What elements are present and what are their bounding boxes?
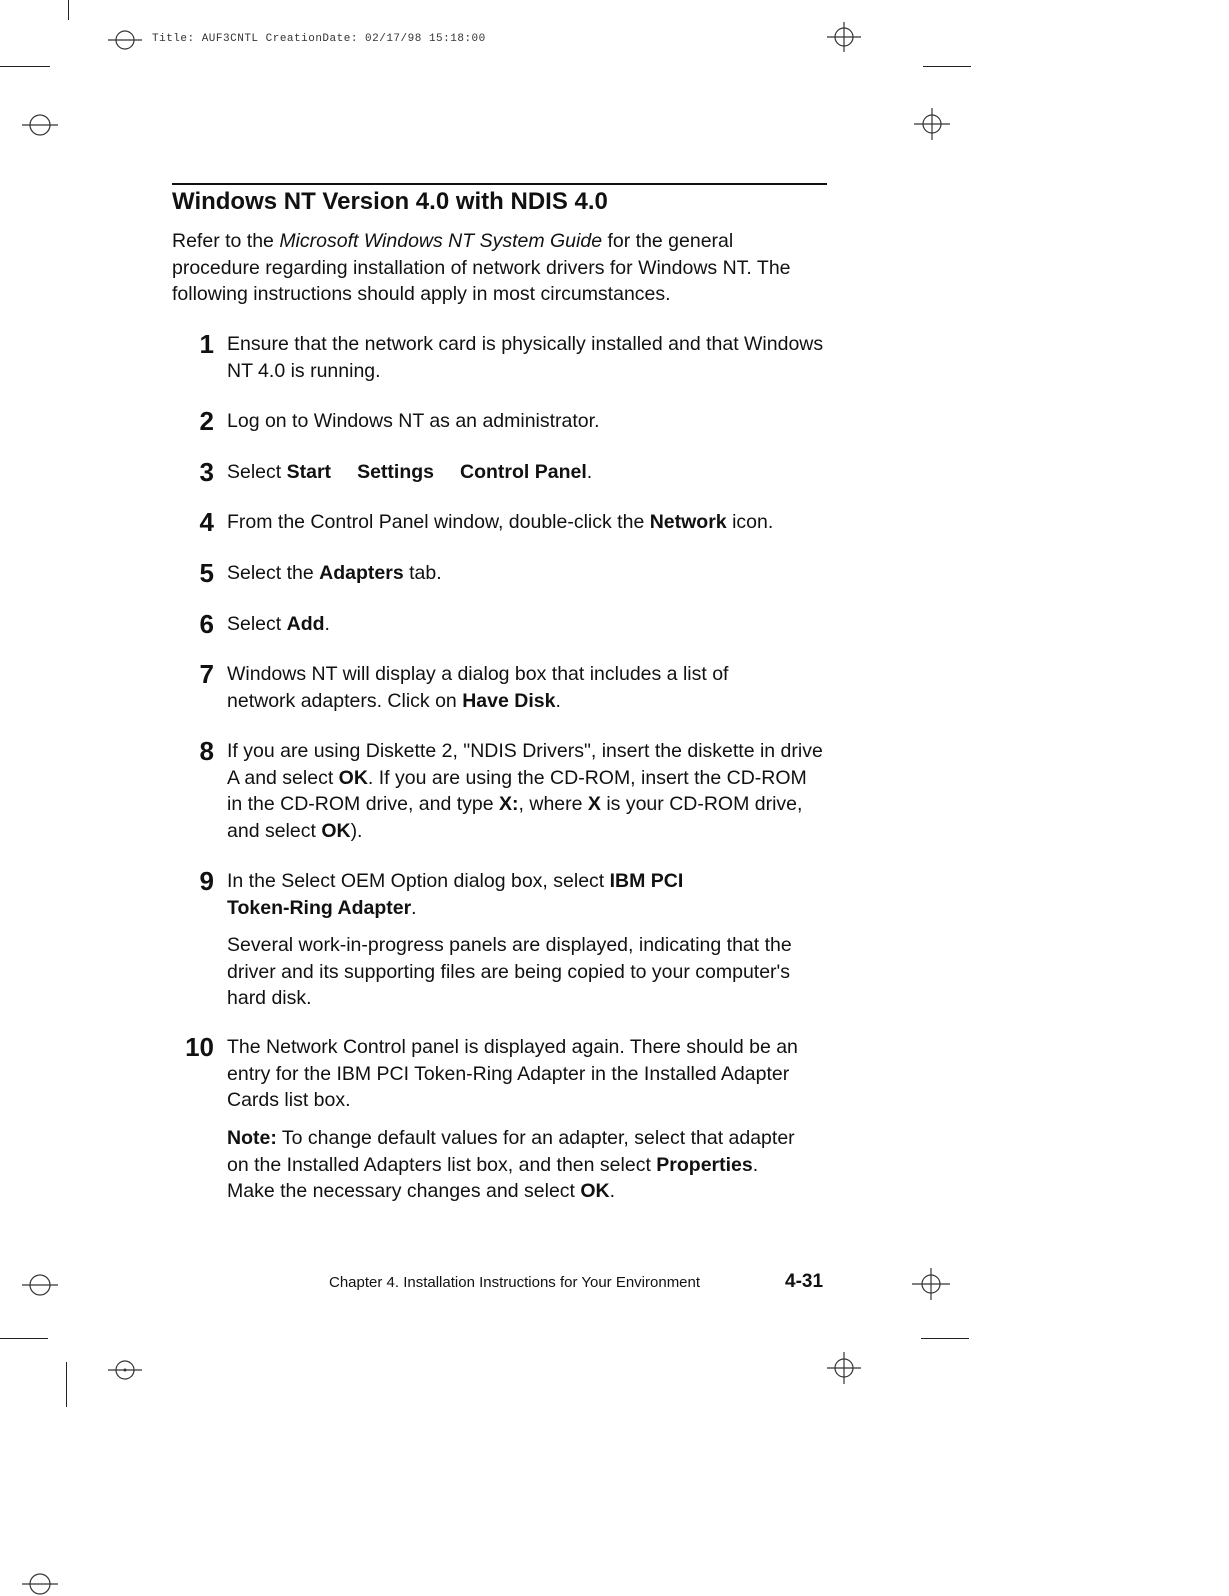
properties-label: Properties	[656, 1153, 753, 1176]
step-2-text: Log on to Windows NT as an administrator.	[227, 410, 600, 432]
drive-command: X:	[499, 793, 519, 815]
section-title: Windows NT Version 4.0 with NDIS 4.0	[172, 188, 608, 215]
note-text: .	[609, 1180, 616, 1202]
crop-mark	[921, 1338, 969, 1339]
step-number: 7	[199, 659, 214, 689]
step-text	[227, 560, 827, 587]
intro-paragraph	[172, 228, 822, 308]
crop-mark	[0, 66, 50, 67]
ok-label: OK	[338, 766, 368, 789]
registration-mark-icon	[22, 1572, 58, 1596]
drive-letter: X	[587, 793, 601, 815]
crop-mark	[923, 66, 971, 67]
step-text	[227, 331, 827, 384]
step-text	[227, 868, 747, 921]
step-8-text: . If you are using the CD-ROM, insert the CD-ROM in the CD-ROM drive, and type	[227, 766, 807, 815]
page-number: 4-31	[785, 1271, 824, 1292]
step-6-text: Select	[227, 613, 287, 635]
add-button-label: Add	[286, 613, 325, 635]
step-number: 4	[199, 507, 214, 537]
step-text	[227, 611, 827, 638]
step-3-text: .	[586, 461, 593, 483]
step-9-text: In the Select OEM Option dialog box, select	[227, 870, 610, 892]
step-7-text: Windows NT will display a dialog box that includes a list of network adapters. Click on	[227, 663, 729, 712]
network-icon-label: Network	[649, 511, 727, 533]
step-1-text: Ensure that the network card is physically installed and that Windows NT 4.0 is running.	[227, 333, 824, 382]
step-number: 1	[199, 329, 214, 359]
crop-mark	[66, 1362, 67, 1407]
note	[227, 1125, 797, 1205]
step-text	[227, 408, 827, 435]
registration-mark-icon	[914, 108, 950, 140]
step-4-text: From the Control Panel window, double-click the	[227, 511, 650, 533]
registration-mark-icon	[108, 28, 142, 52]
step-number: 9	[199, 866, 214, 896]
registration-mark-icon	[22, 113, 58, 137]
step-8-text: , where	[518, 793, 588, 815]
step-number: 3	[199, 457, 214, 487]
step-9-followup: Several work-in-progress panels are displayed, indicating that the driver and its supporting files are being copied to your computer's hard disk.	[227, 934, 792, 1009]
step-number: 8	[199, 736, 214, 766]
intro-text: Refer to the	[172, 230, 280, 252]
step-8-text: If you are using Diskette 2, "NDIS Drivers", insert the diskette in drive A and select	[227, 740, 823, 789]
step-9-text: .	[411, 896, 417, 919]
ok-label: OK	[580, 1180, 610, 1202]
print-header-meta: Title: AUF3CNTL CreationDate: 02/17/98 15:18:00	[152, 33, 486, 45]
step-4-text: icon.	[726, 511, 774, 533]
crop-mark	[0, 1338, 48, 1339]
step-text	[227, 509, 847, 536]
section-rule	[172, 183, 827, 185]
intro-text: for the general procedure regarding installation of network drivers for Windows NT. The following instructions should apply in most circumstances.	[172, 230, 791, 305]
adapter-name: IBM PCI Token-Ring Adapter	[227, 870, 684, 919]
guide-title: Microsoft Windows NT System Guide	[279, 230, 603, 252]
registration-mark-icon	[827, 22, 861, 52]
step-text	[227, 738, 827, 844]
note-label: Note:	[227, 1127, 277, 1149]
registration-mark-icon	[912, 1268, 950, 1300]
step-5-text: Select the	[227, 562, 320, 584]
step-8-text: is your CD-ROM drive, and select	[227, 793, 803, 842]
have-disk-label: Have Disk	[462, 689, 556, 712]
adapters-tab-label: Adapters	[319, 562, 404, 584]
step-number: 6	[199, 609, 214, 639]
step-number: 2	[199, 406, 214, 436]
registration-mark-icon	[108, 1358, 142, 1382]
registration-mark-icon	[827, 1352, 861, 1384]
menu-settings: Settings	[357, 461, 434, 483]
menu-start: Start	[286, 461, 332, 483]
registration-mark-icon	[22, 1272, 58, 1298]
note-text: To change default values for an adapter, select that adapter on the Installed Adapters list box, and then select	[227, 1127, 795, 1176]
step-number: 5	[199, 558, 214, 588]
step-8-text: ).	[350, 819, 363, 842]
step-text	[227, 459, 827, 486]
note-text: . Make the necessary changes and select	[227, 1153, 759, 1202]
crop-mark	[68, 0, 69, 20]
step-3-text: Select	[227, 461, 287, 483]
step-text: The Network Control panel is displayed again. There should be an entry for the IBM PCI Token-Ring Adapter in the Installed Adapter Cards list box.	[227, 1036, 798, 1111]
step-6-text: .	[324, 613, 330, 635]
menu-control-panel: Control Panel	[460, 461, 587, 483]
step-text	[227, 661, 802, 714]
ok-label: OK	[321, 819, 351, 842]
footer-chapter: Chapter 4. Installation Instructions for Your Environment	[329, 1274, 701, 1291]
step-7-text: .	[555, 689, 561, 712]
step-number: 10	[185, 1032, 214, 1062]
step-5-text: tab.	[403, 562, 442, 584]
